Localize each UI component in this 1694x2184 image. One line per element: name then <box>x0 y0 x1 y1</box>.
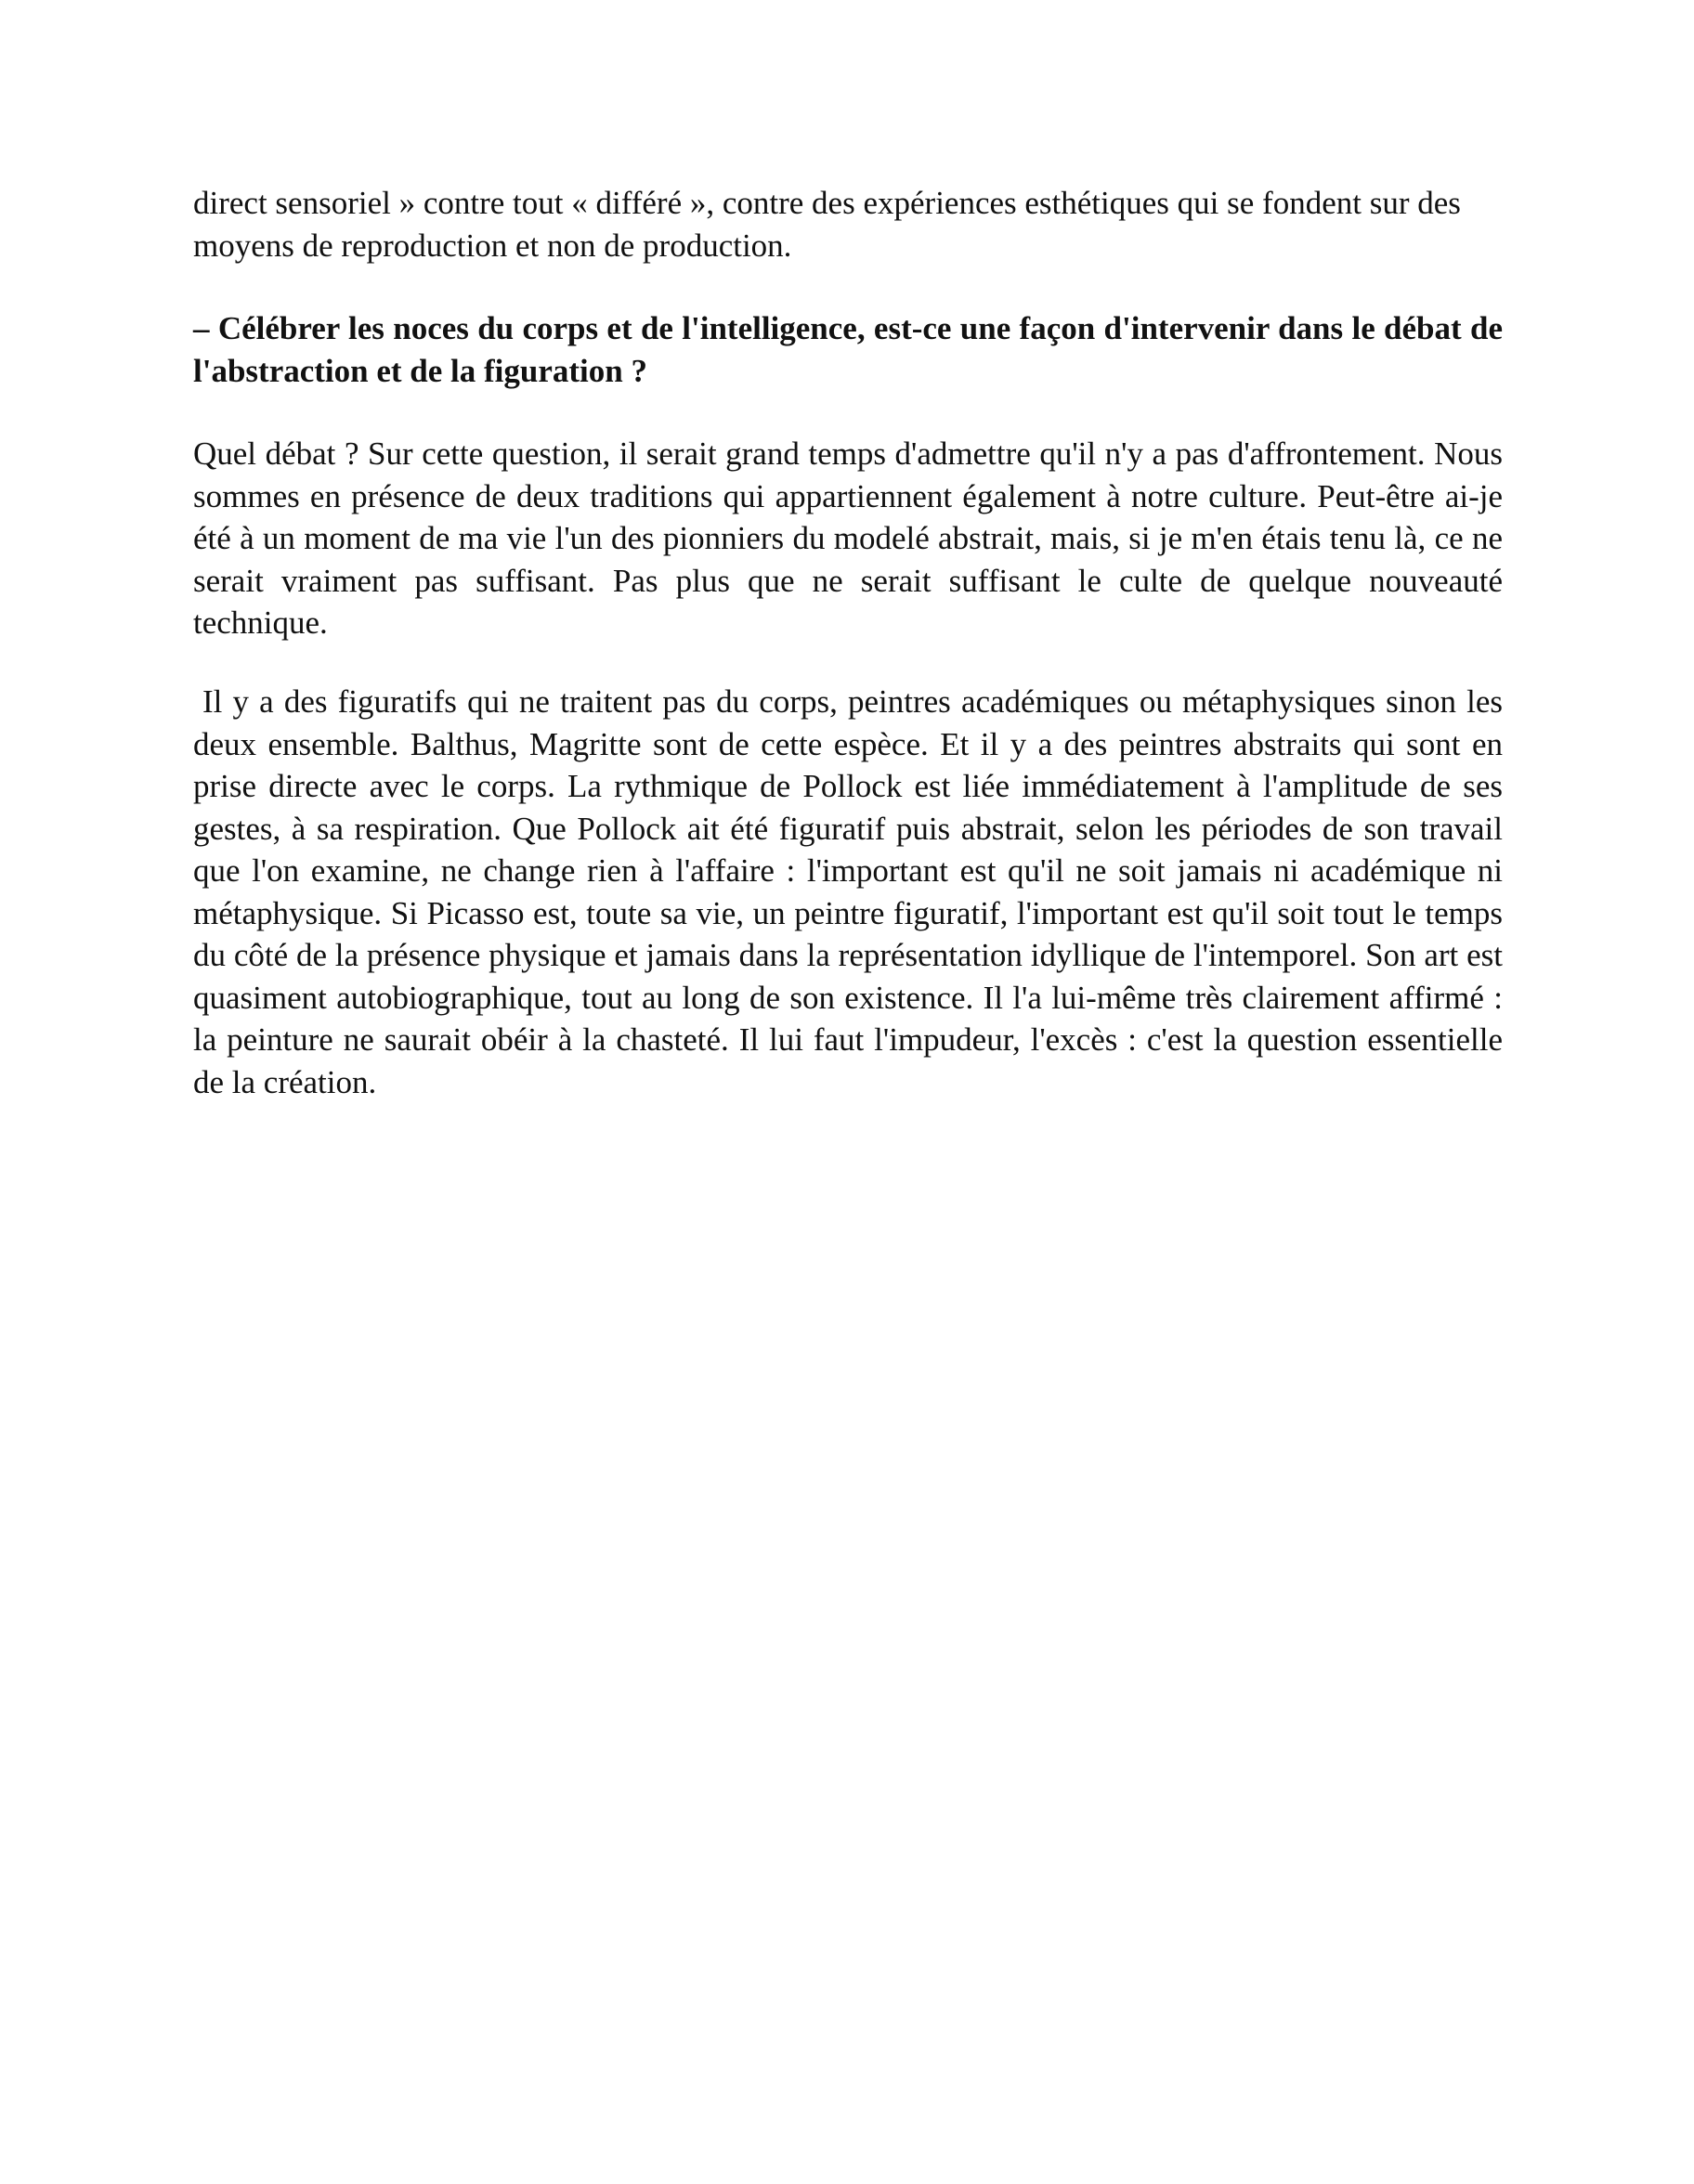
interview-question: – Célébrer les noces du corps et de l'intelligence, est-ce une façon d'intervenir dans le débat de l'abstraction et de la figuration ? <box>193 310 1503 389</box>
answer-paragraph-2: Il y a des figuratifs qui ne traitent pas du corps, peintres académiques ou métaphysiques sinon les deux ensemble. Balthus, Magritte sont de cette espèce. Et il y a des peintres abstraits qui sont en prise directe avec le corps. La rythmique de Pollock est liée immédiatement à l'amplitude de ses gestes, à sa respiration. Que Pollock ait été figuratif puis abstrait, selon les périodes de son travail que l'on examine, ne change rien à l'affaire : l'important est qu'il ne soit jamais ni académique ni métaphysique. Si Picasso est, toute sa vie, un peintre figuratif, l'important est qu'il soit tout le temps du côté de la présence physique et jamais dans la représentation idyllique de l'intemporel. Son art est quasiment autobiographique, tout au long de son existence. Il l'a lui-même très clairement affirmé : la peinture ne saurait obéir à la chasteté. Il lui faut l'impudeur, l'excès : c'est la question essentielle de la création. <box>193 683 1503 1100</box>
answer-paragraph-1: Quel débat ? Sur cette question, il serait grand temps d'admettre qu'il n'y a pas d'affrontement. Nous sommes en présence de deux traditions qui appartiennent également à notre culture. Peut-être ai-je été à un moment de ma vie l'un des pionniers du modelé abstrait, mais, si je m'en étais tenu là, ce ne serait vraiment pas suffisant. Pas plus que ne serait suffisant le culte de quelque nouveauté technique. <box>193 436 1503 641</box>
paragraph-intro-continuation: direct sensoriel » contre tout « différé », contre des expériences esthétiques qui se fondent sur des moyens de reproduction et non de production. <box>193 185 1461 264</box>
